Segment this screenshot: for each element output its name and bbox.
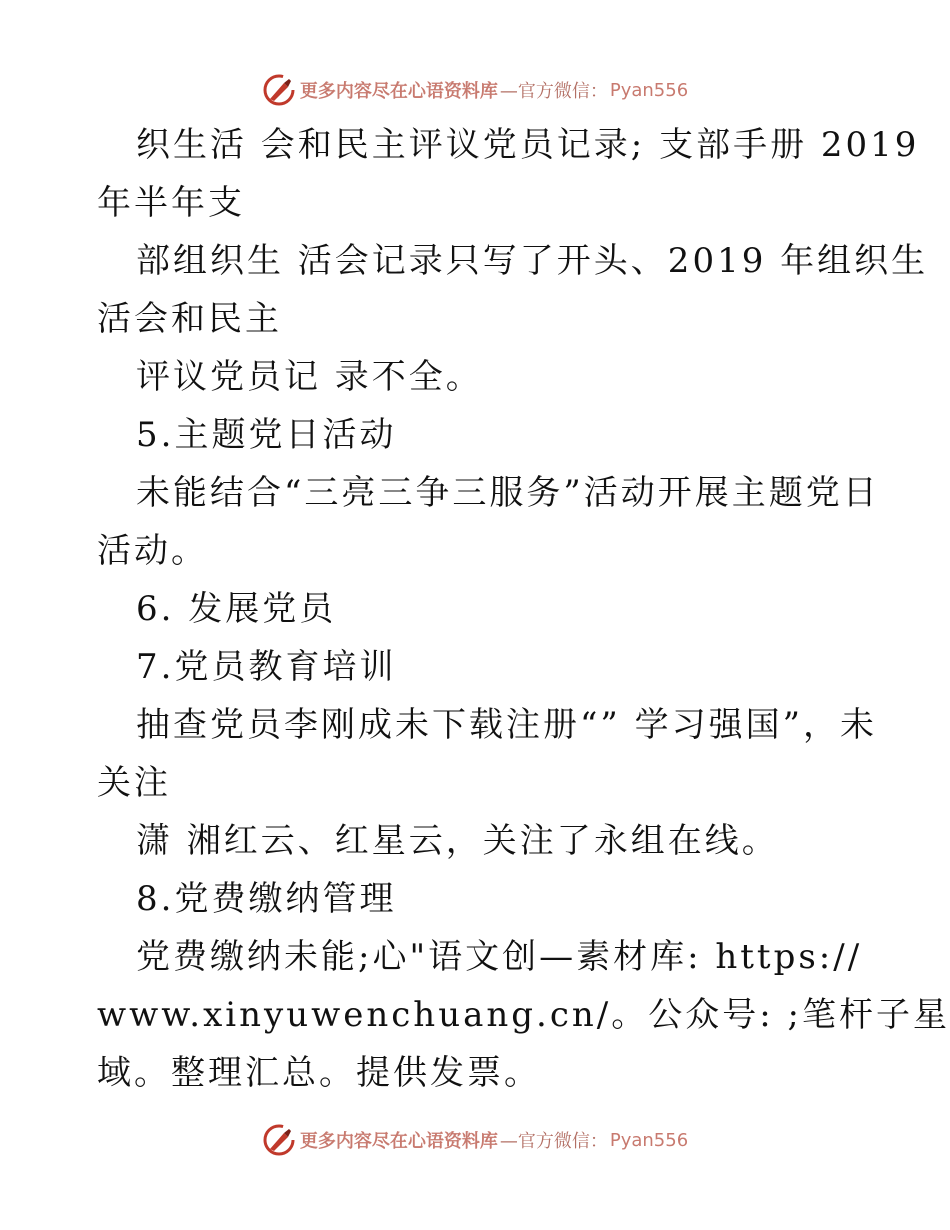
text-line: 抽查党员李刚成未下载注册“” 学习强国”，未 xyxy=(136,705,877,745)
watermark-text-official: —官方微信： xyxy=(499,1131,608,1152)
section-heading: 7.党员教育培训 xyxy=(136,647,397,687)
text-line: 未能结合“三亮三争三服务”活动开展主题党日 xyxy=(136,473,880,513)
text-line: 年半年支 xyxy=(97,183,245,223)
section-heading: 6. 发展党员 xyxy=(136,589,337,629)
pen-nib-logo-icon xyxy=(262,1123,296,1157)
text-line: 域。整理汇总。提供发票。 xyxy=(97,1053,541,1093)
header-watermark xyxy=(0,70,950,110)
pen-nib-logo-icon xyxy=(262,73,296,107)
text-line: 活动。 xyxy=(97,531,208,571)
footer-watermark xyxy=(0,1120,950,1160)
watermark-text-official: —官方微信： xyxy=(499,81,608,102)
text-line: 潇 湘红云、红星云，关注了永组在线。 xyxy=(136,821,779,861)
section-heading: 8.党费缴纳管理 xyxy=(136,879,397,919)
text-line: 党费缴纳未能;心"语文创—素材库: https:// xyxy=(136,937,863,977)
text-line: 织生活 会和民主评议党员记录; 支部手册 2019 xyxy=(136,125,920,165)
watermark-text-id: Pyan556 xyxy=(609,1129,689,1151)
text-line: 评议党员记 录不全。 xyxy=(136,357,483,397)
text-line: 部组织生 活会记录只写了开头、2019 年组织生 xyxy=(136,241,929,281)
text-line: 活会和民主 xyxy=(97,299,282,339)
text-line: 关注 xyxy=(97,763,171,803)
watermark-text-main: 更多内容尽在心语资料库 xyxy=(299,1131,498,1152)
watermark-text-id: Pyan556 xyxy=(609,79,689,101)
section-heading: 5.主题党日活动 xyxy=(136,415,397,455)
watermark-text-main: 更多内容尽在心语资料库 xyxy=(299,81,498,102)
text-line: www.xinyuwenchuang.cn/。公众号: ;笔杆子星 xyxy=(97,995,950,1035)
